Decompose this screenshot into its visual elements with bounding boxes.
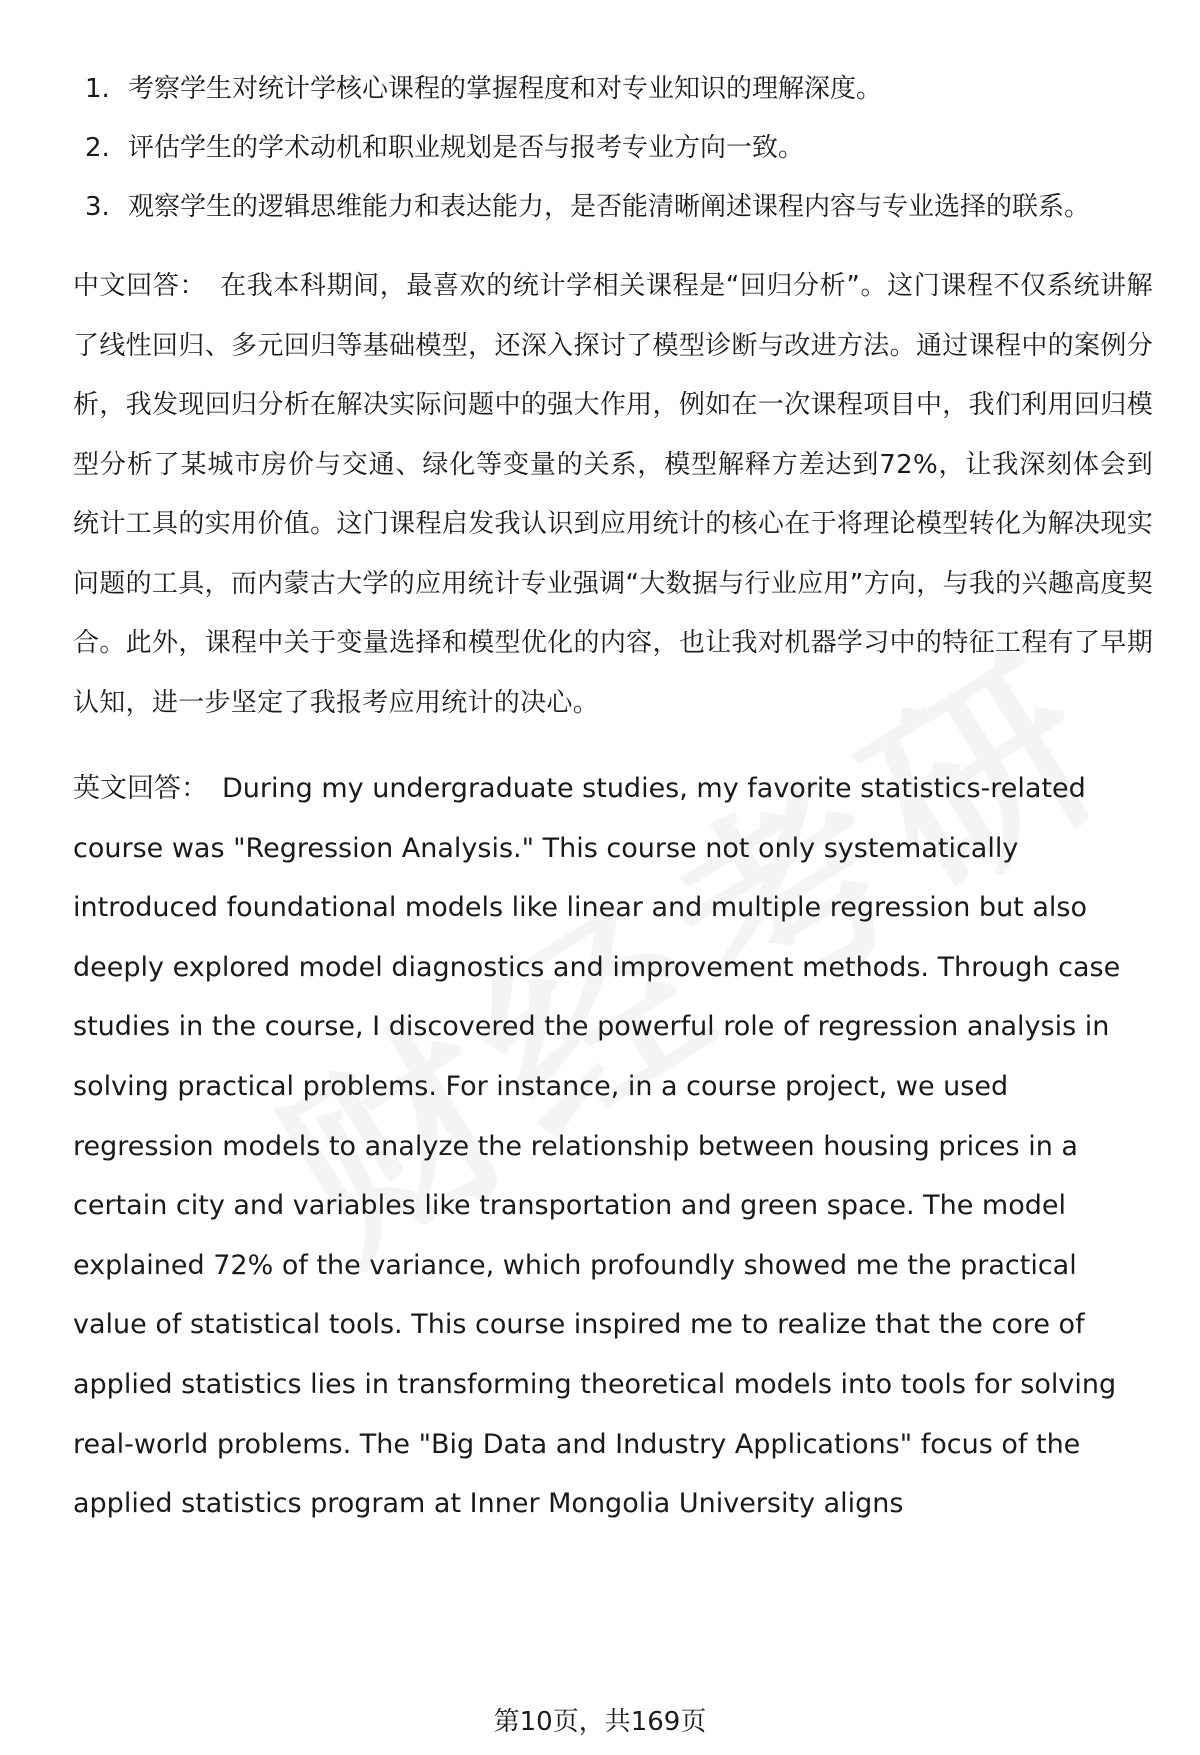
list-item-number: 2.	[85, 133, 110, 163]
list-item-text: 考察学生对统计学核心课程的掌握程度和对专业知识的理解深度。	[128, 74, 883, 104]
list-item-text: 评估学生的学术动机和职业规划是否与报考专业方向一致。	[128, 133, 805, 163]
list-item	[73, 119, 1153, 178]
english-answer-text: During my undergraduate studies, my favorite statistics-related course was "Regression Analysis." This course not only systematically introduced foundational models like linear and multiple regression but also deeply explored model diagnostics and improvement methods. Through case studies in the course, I discovered the powerful role of regression analysis in solving practical problems. For instance, in a course project, we used regression models to analyze the relationship between housing prices in a certain city and variables like transportation and green space. The model explained 72% of the variance, which profoundly showed me the practical value of statistical tools. This course inspired me to realize that the core of applied statistics lies in transforming theoretical models into tools for solving real-world problems. The "Big Data and Industry Applications" focus of the applied statistics program at Inner Mongolia University aligns	[73, 773, 1121, 1520]
chinese-answer-paragraph	[73, 257, 1153, 733]
chinese-answer-label: 中文回答：	[73, 271, 207, 301]
english-answer-paragraph	[73, 759, 1153, 1534]
list-item-number: 3.	[85, 192, 110, 222]
criteria-list	[73, 60, 1153, 237]
list-item-text: 观察学生的逻辑思维能力和表达能力，是否能清晰阐述课程内容与专业选择的联系。	[128, 192, 1091, 222]
english-answer-label: 英文回答：	[73, 773, 208, 804]
list-item-number: 1.	[85, 74, 110, 104]
page-number-footer: 第10页，共169页	[493, 1707, 707, 1737]
chinese-answer-text: 在我本科期间，最喜欢的统计学相关课程是“回归分析”。这门课程不仅系统讲解了线性回归、多元回归等基础模型，还深入探讨了模型诊断与改进方法。通过课程中的案例分析，我发现回归分析在解决实际问题中的强大作用，例如在一次课程项目中，我们利用回归模型分析了某城市房价与交通、绿化等变量的关系，模型解释方差达到72%，让我深刻体会到统计工具的实用价值。这门课程启发我认识到应用统计的核心在于将理论模型转化为解决现实问题的工具，而内蒙古大学的应用统计专业强调“大数据与行业应用”方向，与我的兴趣高度契合。此外，课程中关于变量选择和模型优化的内容，也让我对机器学习中的特征工程有了早期认知，进一步坚定了我报考应用统计的决心。	[73, 271, 1153, 718]
list-item	[73, 178, 1153, 237]
list-item	[73, 60, 1153, 119]
page-content	[73, 60, 1153, 1534]
